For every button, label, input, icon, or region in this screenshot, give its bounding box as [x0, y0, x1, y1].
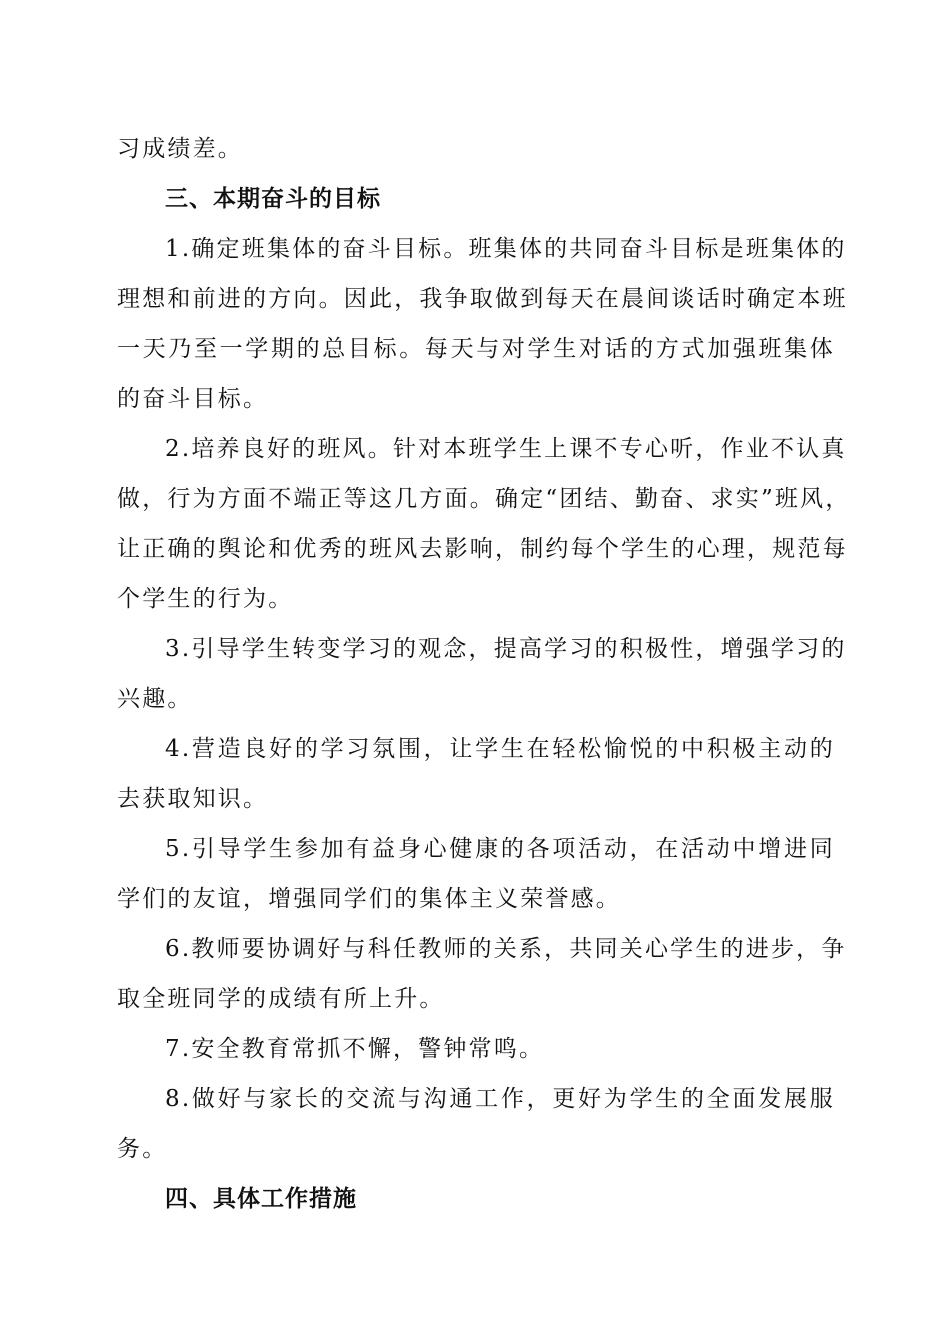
paragraph-line: 学们的友谊，增强同学们的集体主义荣誉感。	[117, 886, 621, 912]
section-heading-goals: 三、本期奋斗的目标	[165, 186, 381, 212]
paragraph-line: 理想和前进的方向。因此，我争取做到每天在晨间谈话时确定本班	[117, 286, 848, 312]
paragraph-line: 1.确定班集体的奋斗目标。班集体的共同奋斗目标是班集体的	[165, 236, 847, 262]
paragraph-line: 6.教师要协调好与科任教师的关系，共同关心学生的进步，争	[165, 936, 847, 962]
paragraph-line: 4.营造良好的学习氛围，让学生在轻松愉悦的中积极主动的	[165, 736, 835, 762]
paragraph-line: 3.引导学生转变学习的观念，提高学习的积极性，增强学习的	[165, 636, 847, 662]
paragraph-line: 一天乃至一学期的总目标。每天与对学生对话的方式加强班集体	[117, 336, 835, 362]
paragraph-line: 兴趣。	[117, 686, 193, 712]
paragraph-line: 让正确的舆论和优秀的班风去影响，制约每个学生的心理，规范每	[117, 536, 848, 562]
paragraph-line: 取全班同学的成绩有所上升。	[117, 986, 445, 1012]
paragraph-line: 8.做好与家长的交流与沟通工作，更好为学生的全面发展服	[165, 1086, 835, 1112]
paragraph-line: 5.引导学生参加有益身心健康的各项活动，在活动中增进同	[165, 836, 835, 862]
paragraph-line: 个学生的行为。	[117, 586, 294, 612]
paragraph-line: 做，行为方面不端正等这几方面。确定“团结、勤奋、求实”班风，	[117, 486, 851, 512]
paragraph-line: 7.安全教育常抓不懈，警钟常鸣。	[165, 1036, 545, 1062]
paragraph-line: 的奋斗目标。	[117, 386, 269, 412]
section-heading-measures: 四、具体工作措施	[165, 1186, 357, 1212]
paragraph-line: 2.培养良好的班风。针对本班学生上课不专心听，作业不认真	[165, 436, 847, 462]
paragraph-line: 去获取知识。	[117, 786, 269, 812]
paragraph-line: 务。	[117, 1136, 168, 1162]
paragraph-line: 习成绩差。	[117, 136, 243, 162]
